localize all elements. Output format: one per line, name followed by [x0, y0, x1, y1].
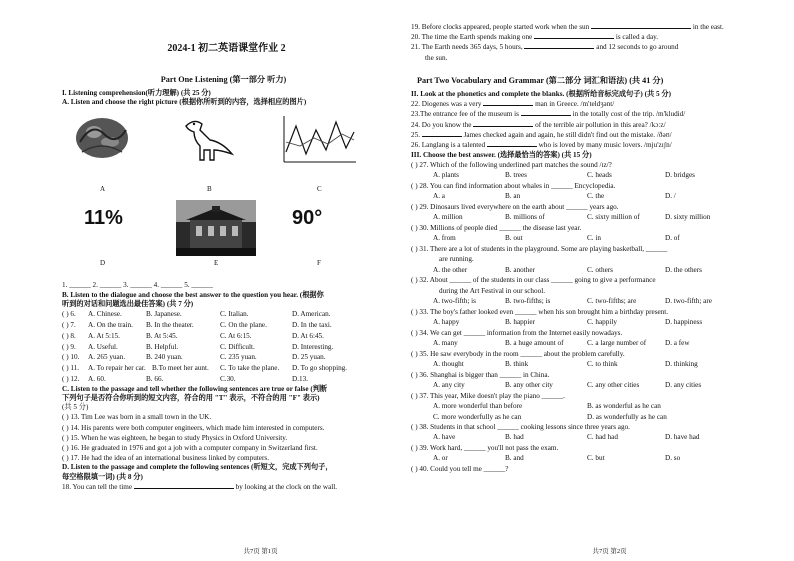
option-a[interactable]: A. two-fifth; is: [433, 296, 476, 305]
mcq-stem[interactable]: ( ) 28. You can find information about whales in ______ Encyclopedia.: [411, 182, 616, 191]
section-b-heading-2: 听到的对话和问题选出最佳答案) (共 7 分): [62, 300, 194, 308]
question-number: ( ) 12.: [62, 374, 80, 383]
option-d[interactable]: D. as wonderfully as he can: [587, 412, 667, 421]
section-b-heading-1: B. Listen to the dialogue and choose the best answer to the question you hear. (根据你: [62, 290, 324, 299]
option-a[interactable]: A. plants: [433, 171, 459, 180]
q21-blank[interactable]: [524, 42, 594, 49]
q19-blank[interactable]: [591, 22, 691, 29]
phon-text-b: in the totally cost of the trip. /m'kludid/: [572, 110, 686, 119]
question-number: ( ) 6.: [62, 310, 76, 319]
option-a: A. At 5:15.: [88, 331, 120, 340]
picture-f-degrees: 90°: [292, 206, 323, 229]
mcq-options: [411, 265, 782, 276]
mcq-stem[interactable]: ( ) 30. Millions of people died ______ the disease last year.: [411, 224, 582, 233]
mcq-stem-continuation: during the Art Festival in our school.: [439, 286, 546, 295]
mcq-options: [411, 432, 782, 443]
q20-blank[interactable]: [534, 32, 614, 39]
question-number: ( ) 8.: [62, 331, 76, 340]
phon-text-b: man in Greece. /m'teldʒənt/: [535, 100, 615, 109]
mcq-row[interactable]: [62, 331, 385, 342]
option-d[interactable]: D. any cities: [665, 380, 702, 389]
q21-text-a: 21. The Earth needs 365 days, 5 hours,: [411, 43, 523, 52]
option-c[interactable]: C. the: [587, 192, 605, 201]
option-a[interactable]: A. happy: [433, 317, 460, 326]
option-d[interactable]: D. a few: [665, 338, 690, 347]
picture-label-d: D: [100, 258, 106, 267]
question-number: ( ) 7.: [62, 321, 76, 329]
grammar-mcq-list: [411, 160, 782, 474]
q19-text-b: in the east.: [692, 23, 724, 31]
option-b[interactable]: B. as wonderful as he can: [587, 401, 661, 410]
part-one-heading: Part One Listening (第一部分 听力): [160, 75, 287, 84]
option-b[interactable]: B. a huge amount of: [505, 338, 564, 347]
mcq-options: [411, 191, 782, 202]
mcq-options: [411, 233, 782, 244]
phon-text-b: James checked again and again, he still didn't find out the mistake. /ðəʊ/: [463, 130, 672, 139]
mcq-stem[interactable]: ( ) 31. There are a lot of students in the playground. Some are playing basketball, ______: [411, 245, 668, 254]
option-b: B. 66.: [146, 374, 164, 383]
question-number: ( ) 11.: [62, 364, 80, 373]
section-c-heading-1: C. Listen to the passage and tell whether the following sentences are true or false (判断: [62, 384, 328, 393]
phon-blank[interactable]: [473, 120, 533, 127]
phonetics-list: [411, 99, 782, 150]
tf-item[interactable]: ( ) 17. He had the idea of an international business linked by computers.: [62, 454, 269, 463]
option-d: D.13.: [292, 374, 308, 383]
option-a[interactable]: A. thought: [433, 359, 464, 368]
option-b[interactable]: B. happier: [505, 317, 535, 326]
phon-text-a: 22. Diogenes was a very: [411, 100, 482, 109]
part-two-heading: Part Two Vocabulary and Grammar (第二部分 词汇和语法) (共 41 分): [417, 75, 664, 85]
phon-text-a: 24. Do you know the: [411, 120, 472, 129]
mcq-options: [411, 453, 782, 464]
picture-d-percent: 11%: [84, 206, 123, 229]
option-b[interactable]: B. had: [505, 433, 524, 442]
option-b: B. Helpful.: [146, 342, 179, 351]
picture-label-a: A: [100, 184, 106, 193]
option-d: D. Interesting.: [292, 342, 334, 351]
option-c[interactable]: C. a large number of: [587, 338, 647, 347]
option-d[interactable]: D. the others: [665, 265, 702, 274]
q18-text-b: by looking at the clock on the wall.: [235, 482, 338, 491]
mcq-options: [411, 380, 782, 391]
mcq-stem[interactable]: ( ) 36. Shanghai is bigger than ______ in China.: [411, 370, 550, 379]
option-a[interactable]: A. the other: [433, 265, 468, 274]
mcq-options: [411, 170, 782, 181]
page-footer-right: 共7页 第2页: [592, 547, 627, 555]
question-18: [62, 482, 385, 492]
q21-continuation: the sun.: [425, 53, 448, 62]
picture-a-illustration: [72, 112, 132, 162]
picture-label-e: E: [214, 258, 219, 267]
option-b[interactable]: B. another: [505, 265, 535, 274]
option-a[interactable]: A. more wonderful than before: [433, 401, 523, 410]
option-b[interactable]: B. any other city: [505, 380, 553, 389]
option-b[interactable]: B. trees: [505, 171, 527, 180]
option-c: C. On the plane.: [220, 321, 267, 329]
phon-text-a: 23.The entrance fee of the museum is: [411, 110, 519, 119]
answer-line-1-5[interactable]: 1. ______ 2. ______ 3. ______ 4. ______ 5. ______: [62, 280, 213, 289]
option-c[interactable]: C. others: [587, 265, 613, 274]
option-a[interactable]: A. or: [433, 454, 448, 463]
phonetics-item: [411, 99, 782, 109]
picture-b-dinosaur: [180, 116, 238, 164]
option-c[interactable]: C. happily: [587, 317, 617, 326]
mcq-row[interactable]: [62, 342, 385, 353]
section-1-heading: I. Listening comprehension(听力理解) (共 25 分): [62, 89, 211, 98]
mcq-options: [411, 296, 782, 307]
option-d[interactable]: D. happiness: [665, 317, 703, 326]
option-a[interactable]: A. a: [433, 192, 445, 201]
listening-mcq-list: [62, 309, 385, 385]
tf-item[interactable]: ( ) 13. Tim Lee was born in a small town in the UK.: [62, 413, 212, 422]
page-footer-left: 共7页 第1页: [243, 547, 278, 555]
q18-text-a: 18. You can tell the time: [62, 482, 133, 491]
option-a: A. 265 yuan.: [88, 353, 126, 362]
picture-grid: [62, 108, 385, 280]
tf-item[interactable]: ( ) 15. When he was eighteen, he began to study Physics in Oxford University.: [62, 433, 288, 442]
option-c[interactable]: C. had had: [587, 433, 618, 442]
phon-text-a: 26. Langlang is a talented: [411, 140, 486, 149]
option-c: C. Difficult.: [220, 342, 255, 351]
option-c[interactable]: C. but: [587, 454, 605, 463]
mcq-stem[interactable]: ( ) 29. Dinosaurs lived everywhere on the earth about ______ years ago.: [411, 203, 619, 212]
option-d[interactable]: D. bridges: [665, 171, 695, 180]
q18-blank[interactable]: [134, 482, 234, 489]
option-d[interactable]: D. so: [665, 454, 681, 463]
q20-text-b: is called a day.: [615, 33, 659, 42]
q19-text-a: 19. Before clocks appeared, people started work when the sun: [411, 23, 590, 31]
phon-blank[interactable]: [521, 109, 571, 116]
option-a: A. Chinese.: [88, 310, 122, 319]
picture-e-building-photo: [176, 200, 256, 256]
question-21: [411, 42, 782, 52]
picture-label-b: B: [207, 184, 212, 193]
true-false-list: [62, 412, 385, 463]
mcq-options: [411, 317, 782, 328]
mcq-row[interactable]: [62, 352, 385, 363]
option-c: C. Italian.: [220, 310, 249, 319]
right-page: [397, 0, 794, 561]
option-c: C. To take the plane.: [220, 364, 280, 373]
picture-label-c: C: [317, 184, 322, 193]
mcq-stem[interactable]: ( ) 35. He saw everybody in the room ______ about the problem carefully.: [411, 349, 625, 358]
option-b[interactable]: B. out: [505, 234, 523, 243]
option-c[interactable]: C. sixty million of: [587, 213, 640, 222]
phonetics-item: [411, 130, 782, 140]
option-b[interactable]: B. an: [505, 192, 521, 201]
option-a[interactable]: A. any city: [433, 380, 465, 389]
option-b[interactable]: B. two-fifths; is: [505, 296, 551, 305]
option-a: A. 60.: [88, 374, 106, 383]
option-d: D. In the taxi.: [292, 321, 332, 329]
option-d: D. To go shopping.: [292, 364, 348, 373]
tf-item[interactable]: ( ) 14. His parents were both computer engineers, which made him interested in computers.: [62, 423, 325, 432]
option-d[interactable]: D. two-fifth; are: [665, 296, 712, 305]
mcq-options: [411, 359, 782, 370]
option-b: B. At 5:45.: [146, 331, 178, 340]
phon-blank[interactable]: [483, 99, 533, 106]
mcq-stem-continuation: are running.: [439, 255, 474, 264]
mcq-row[interactable]: [62, 363, 385, 374]
section-iii-heading: III. Choose the best answer. (选择最恰当的答案) (共 15 分): [411, 151, 592, 160]
option-b[interactable]: B. and: [505, 454, 524, 463]
mcq-stem[interactable]: ( ) 27. Which of the following underlined part matches the sound /ɪz/?: [411, 161, 612, 170]
option-c[interactable]: C. more wonderfully as he can: [433, 412, 522, 421]
option-b[interactable]: B. millions of: [505, 213, 545, 222]
q21-text-b: and 12 seconds to go around: [596, 43, 679, 52]
section-d-heading-1: D. Listen to the passage and complete the following sentences (听短文，完成下列句子，: [62, 463, 333, 472]
option-a[interactable]: A. from: [433, 234, 456, 243]
phon-blank[interactable]: [487, 140, 537, 147]
mcq-row[interactable]: [62, 374, 385, 385]
option-a: A. On the train.: [88, 321, 133, 329]
option-d: D. At 6:45.: [292, 331, 324, 340]
option-b[interactable]: B. think: [505, 359, 529, 368]
phonetics-item: [411, 120, 782, 130]
mcq-stem[interactable]: ( ) 33. The boy's father looked even ______ when his son brought him a birthday present.: [411, 307, 669, 316]
section-ii-heading: II. Look at the phonetics and complete the blanks. (根据所给音标完成句子) (共 5 分): [411, 89, 671, 98]
phonetics-item: [411, 109, 782, 119]
option-c[interactable]: C. to think: [587, 359, 618, 368]
mcq-stem[interactable]: ( ) 38. Students in that school ______ cooking lessons since three years ago.: [411, 423, 630, 432]
mcq-options: [411, 338, 782, 349]
phonetics-item: [411, 140, 782, 150]
phon-blank[interactable]: [422, 130, 462, 137]
mcq-stem[interactable]: ( ) 39. Work hard, ______ you'll not pass the exam.: [411, 444, 559, 453]
option-c[interactable]: C. in: [587, 234, 601, 243]
option-c[interactable]: C. any other cities: [587, 380, 640, 389]
option-a[interactable]: A. many: [433, 338, 458, 347]
picture-c-line-graph: [280, 112, 360, 168]
mcq-stem[interactable]: ( ) 34. We can get ______ information from the Internet easily nowadays.: [411, 328, 623, 337]
option-a[interactable]: A. have: [433, 433, 456, 442]
mcq-stem[interactable]: ( ) 32. About ______ of the students in our class ______ going to give a performance: [411, 276, 656, 285]
mcq-row[interactable]: [62, 309, 385, 320]
section-d-heading-2: 每空格限填一词) (共 8 分): [62, 472, 143, 481]
question-20: [411, 32, 782, 42]
option-c: C. At 6:15.: [220, 331, 252, 340]
question-number: ( ) 10.: [62, 353, 80, 362]
option-d: D. American.: [292, 310, 331, 319]
option-d[interactable]: D. thinking: [665, 359, 698, 368]
phon-text-a: 25.: [411, 130, 420, 139]
mcq-options: [411, 412, 782, 423]
option-a: A. Useful.: [88, 342, 118, 351]
mcq-row[interactable]: [62, 320, 385, 331]
option-d[interactable]: D. of: [665, 234, 680, 243]
question-number: ( ) 9.: [62, 342, 76, 351]
option-a[interactable]: A. million: [433, 213, 463, 222]
section-a-heading: A. Listen and choose the right picture (根据你所听到的内容，选择相应的图片): [62, 98, 307, 107]
section-c-heading-2: 下列句子是否符合你听到的短文内容，符合的用 "T" 表示，不符合的用 "F" 表示): [62, 393, 320, 402]
phon-text-b: of the terrible air pollution in this area? /kɔːz/: [535, 120, 666, 129]
option-b: B.To meet her aunt.: [152, 364, 209, 373]
option-c[interactable]: C. heads: [587, 171, 612, 180]
option-d[interactable]: D. sixty million: [665, 213, 711, 222]
picture-label-f: F: [317, 258, 321, 267]
mcq-options: [411, 401, 782, 412]
option-b: B. Japanese.: [146, 310, 182, 319]
option-c: C.30.: [220, 374, 236, 383]
option-d[interactable]: D. have had: [665, 433, 700, 442]
q20-text-a: 20. The time the Earth spends making one: [411, 33, 533, 42]
mcq-stem[interactable]: ( ) 37. This year, Mike doesn't play the piano ______.: [411, 391, 565, 400]
option-c[interactable]: C. two-fifths; are: [587, 296, 637, 305]
section-c-heading-3: (共 5 分): [62, 403, 89, 412]
question-19: [411, 22, 782, 32]
option-b: B. In the theater.: [146, 321, 194, 329]
option-c: C. 235 yuan.: [220, 353, 257, 362]
phon-text-b: who is loved by many music lovers. /mju'zɪʃn/: [538, 140, 672, 149]
mcq-options: [411, 212, 782, 223]
tf-item[interactable]: ( ) 16. He graduated in 1976 and got a job with a computer company in Switzerland first.: [62, 443, 318, 452]
option-a: A. To repair her car.: [88, 364, 146, 373]
option-b: B. 240 yuan.: [146, 353, 183, 362]
mcq-stem[interactable]: ( ) 40. Could you tell me ______?: [411, 465, 509, 474]
option-d: D. 25 yuan.: [292, 353, 326, 362]
option-d[interactable]: D. /: [665, 192, 676, 201]
page-title: 2024-1 初二英语课堂作业 2: [167, 43, 286, 54]
